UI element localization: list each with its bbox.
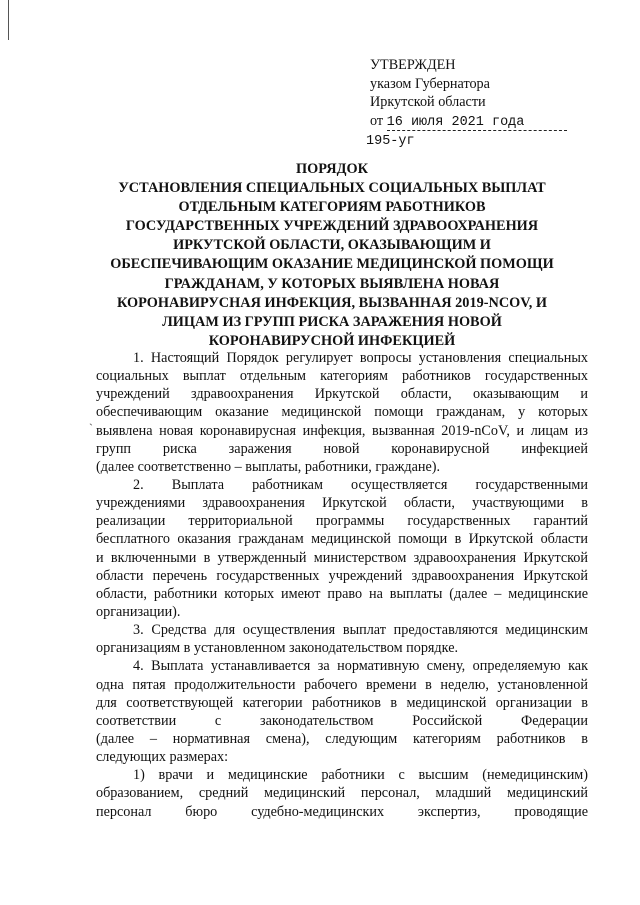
paragraph-1-line: выявлена новая коронавирусная инфекция, вызванная 2019-nCoV, и лицам из [96,422,588,439]
title-line: ОБЕСПЕЧИВАЮЩИМ ОКАЗАНИЕ МЕДИЦИНСКОЙ ПОМОЩИ [110,256,554,273]
paragraph-1-line: групп риска заражения новой коронавирусной инфекцией [96,440,588,457]
title-line: КОРОНАВИРУСНОЙ ИНФЕКЦИЕЙ [208,332,456,349]
paragraph-2-line: учреждениями здравоохранения Иркутской области, участвующими в [96,495,588,512]
paragraph-4-line: соответствии с законодательством Российской Федерации [96,712,588,729]
paragraph-4-line: одна пятая продолжительности рабочего времени в неделю, установленной [96,676,588,693]
paragraph-2-line: и включенными в утвержденный министерством здравоохранения Иркутской [96,549,588,566]
approval-region: Иркутской области [370,94,486,110]
approval-number: 195-уг [366,133,415,149]
document-body [96,349,588,821]
approval-number-line [366,131,567,152]
paragraph-4-line: для соответствующей категории работников в медицинской организации в [96,694,588,711]
paragraph-2-line: организации). [96,603,181,620]
scan-edge-mark [8,0,9,40]
title-line: ИРКУТСКОЙ ОБЛАСТИ, ОКАЗЫВАЮЩИМ И [173,237,491,254]
paragraph-1-line: 1. Настоящий Порядок регулирует вопросы установления специальных [133,350,588,366]
subparagraph-1-line: 1) врачи и медицинские работники с высшим (немедицинским) [133,767,588,784]
approval-stamp-block [366,56,567,151]
title-line: ОТДЕЛЬНЫМ КАТЕГОРИЯМ РАБОТНИКОВ [178,199,486,216]
title-line: УСТАНОВЛЕНИЯ СПЕЦИАЛЬНЫХ СОЦИАЛЬНЫХ ВЫПЛАТ [118,180,546,197]
approval-date-line [370,112,567,131]
paragraph-1-line: обеспечивающим оказание медицинской помощи гражданам, у которых [96,404,588,421]
paragraph-2-line: области перечень государственных учреждений здравоохранения Иркутской [96,567,588,584]
title-line: КОРОНАВИРУСНАЯ ИНФЕКЦИЯ, ВЫЗВАННАЯ 2019-NCOV, И [116,294,548,311]
title-line: ЛИЦАМ ИЗ ГРУПП РИСКА ЗАРАЖЕНИЯ НОВОЙ [162,313,502,330]
title-line: ПОРЯДОК [296,161,368,177]
paragraph-2-line: области, работники которых имеют право на выплаты (далее – медицинские [96,585,588,602]
paragraph-1-line: учреждений здравоохранения Иркутской области, оказывающим и [96,386,588,403]
approval-date-value: 16 июля 2021 года [387,115,567,131]
title-line: ГОСУДАРСТВЕННЫХ УЧРЕЖДЕНИЙ ЗДРАВООХРАНЕНИЯ [125,218,539,235]
subparagraph-1-line: образованием, средний медицинский персонал, младший медицинский [96,785,588,802]
document-title [100,160,564,351]
approval-by-decree: указом Губернатора [370,75,490,92]
paragraph-1-line: социальных выплат отдельным категориям работников государственных [96,368,588,385]
approval-approved: УТВЕРЖДЕН [370,57,456,73]
paragraph-4-line: следующих размерах: [96,749,229,766]
paragraph-2-line: бесплатного оказания гражданам медицинской помощи в Иркутской области [96,531,588,548]
paragraph-3-line: организациям в установленном законодательством порядке. [96,640,459,657]
paragraph-4-line: 4. Выплата устанавливается за нормативную смену, определяемую как [133,658,588,675]
paragraph-4-line: (далее – нормативная смена), следующим категориям работников в [96,730,588,747]
paragraph-3-line: 3. Средства для осуществления выплат предоставляются медицинским [133,622,588,639]
title-line: ГРАЖДАНАМ, У КОТОРЫХ ВЫЯВЛЕНА НОВАЯ [164,275,500,292]
paragraph-1-line: (далее соответственно – выплаты, работники, граждане). [96,458,441,475]
subparagraph-1-line: персонал бюро судебно-медицинских экспертиз, проводящие [96,803,588,820]
approval-date-prefix: от [370,112,384,129]
paragraph-2-line: 2. Выплата работникам осуществляется государственными [133,476,588,493]
scan-tick-mark: ` [89,421,93,435]
paragraph-2-line: реализации территориальной программы государственных гарантий [96,513,588,530]
